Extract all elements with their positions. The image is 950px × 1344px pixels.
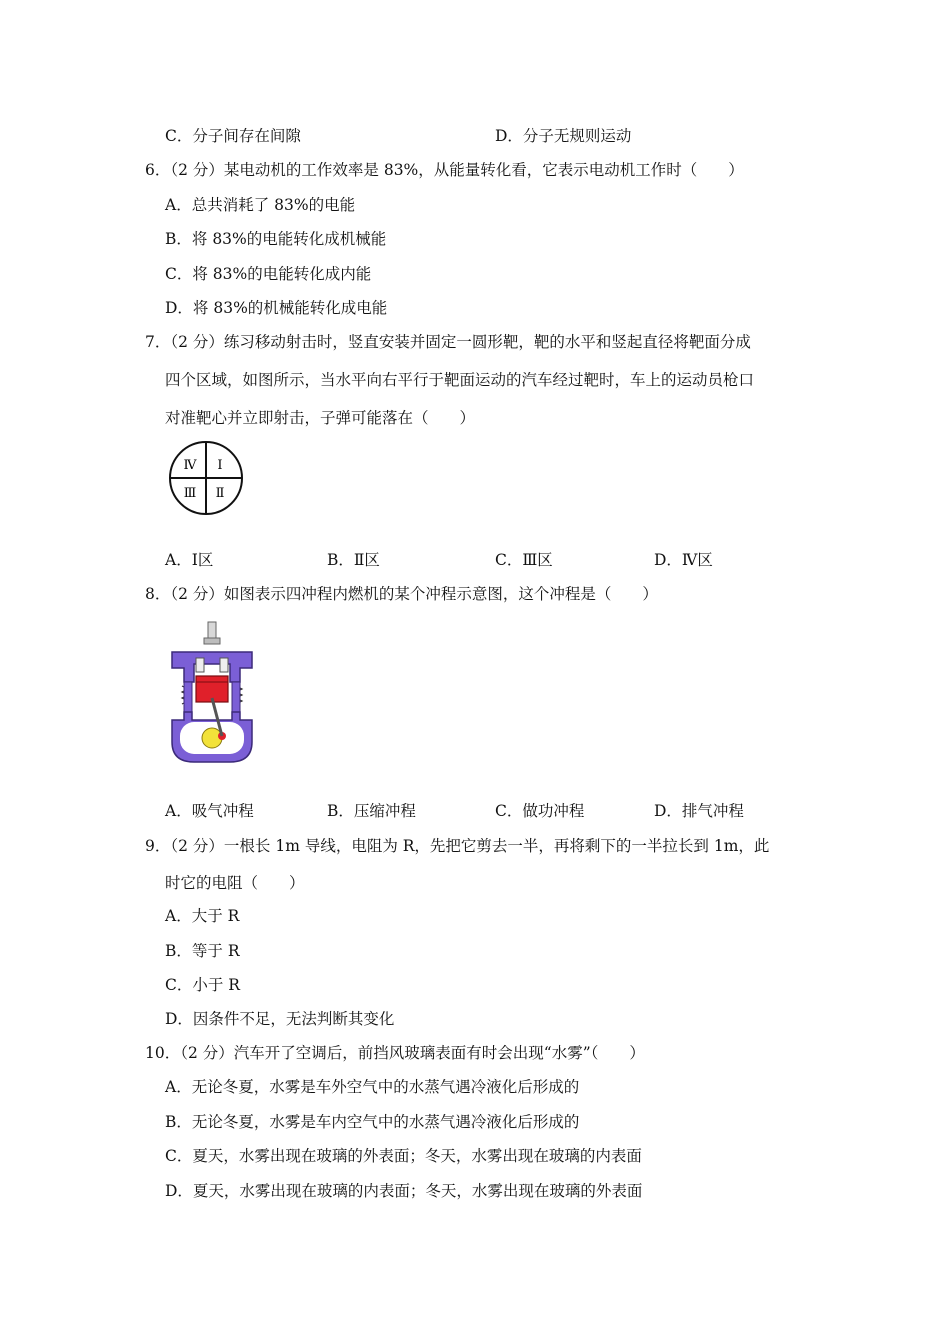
q6-option-c: C．将 83%的电能转化成内能	[165, 265, 372, 283]
q9-option-c: C．小于 R	[165, 976, 240, 994]
q7-target-figure	[166, 440, 248, 520]
q9-option-a: A．大于 R	[165, 907, 240, 925]
q6-option-d: D．将 83%的机械能转化成电能	[165, 299, 388, 317]
q5-option-c: C．分子间存在间隙	[165, 127, 301, 145]
q10-option-a: A．无论冬夏，水雾是车外空气中的水蒸气遇冷液化后形成的	[165, 1078, 580, 1096]
q6-option-a: A．总共消耗了 83%的电能	[165, 196, 356, 214]
q5-option-d: D．分子无规则运动	[495, 127, 632, 145]
q7-stem-line-2: 四个区域，如图所示，当水平向右平行于靶面运动的汽车经过靶时，车上的运动员枪口	[165, 371, 755, 389]
q7-option-a: A．Ⅰ区	[165, 551, 214, 569]
exhaust-valve	[220, 658, 228, 672]
q9-option-b: B．等于 R	[165, 942, 240, 960]
q7-stem-line-3: 对准靶心并立即射击，子弹可能落在（ ）	[165, 409, 476, 427]
target-label-q3: Ⅲ	[183, 486, 197, 501]
q7-option-d: D．Ⅳ区	[654, 551, 713, 569]
target-label-q1: Ⅰ	[217, 458, 223, 473]
q6-stem: 6．（2 分）某电动机的工作效率是 83%，从能量转化看，它表示电动机工作时（ ）	[145, 161, 744, 179]
q10-stem: 10．（2 分）汽车开了空调后，前挡风玻璃表面有时会出现“水雾”（ ）	[145, 1044, 645, 1062]
intake-valve	[196, 658, 204, 672]
q8-stem: 8．（2 分）如图表示四冲程内燃机的某个冲程示意图，这个冲程是（ ）	[145, 585, 658, 603]
q10-option-b: B．无论冬夏，水雾是车内空气中的水蒸气遇冷液化后形成的	[165, 1113, 580, 1131]
q9-stem-line-2: 时它的电阻（ ）	[165, 874, 305, 892]
q7-stem-line-1: 7．（2 分）练习移动射击时，竖直安装并固定一圆形靶，靶的水平和竖起直径将靶面分成	[145, 333, 751, 351]
q9-stem-line-1: 9．（2 分）一根长 1m 导线，电阻为 R，先把它剪去一半，再将剩下的一半拉长到 1m，此	[145, 837, 770, 855]
q6-option-b: B．将 83%的电能转化成机械能	[165, 230, 387, 248]
q8-option-d: D．排气冲程	[654, 802, 744, 820]
q8-option-c: C．做功冲程	[495, 802, 585, 820]
q10-option-d: D．夏天，水雾出现在玻璃的内表面；冬天，水雾出现在玻璃的外表面	[165, 1182, 643, 1200]
q7-option-b: B．Ⅱ区	[327, 551, 380, 569]
q8-engine-figure	[168, 620, 258, 768]
q10-option-c: C．夏天，水雾出现在玻璃的外表面；冬天，水雾出现在玻璃的内表面	[165, 1147, 642, 1165]
q8-option-b: B．压缩冲程	[327, 802, 416, 820]
q7-option-c: C．Ⅲ区	[495, 551, 553, 569]
target-label-q4: Ⅳ	[183, 458, 197, 473]
q9-option-d: D．因条件不足，无法判断其变化	[165, 1010, 395, 1028]
q8-option-a: A．吸气冲程	[165, 802, 254, 820]
target-label-q2: Ⅱ	[215, 486, 225, 501]
